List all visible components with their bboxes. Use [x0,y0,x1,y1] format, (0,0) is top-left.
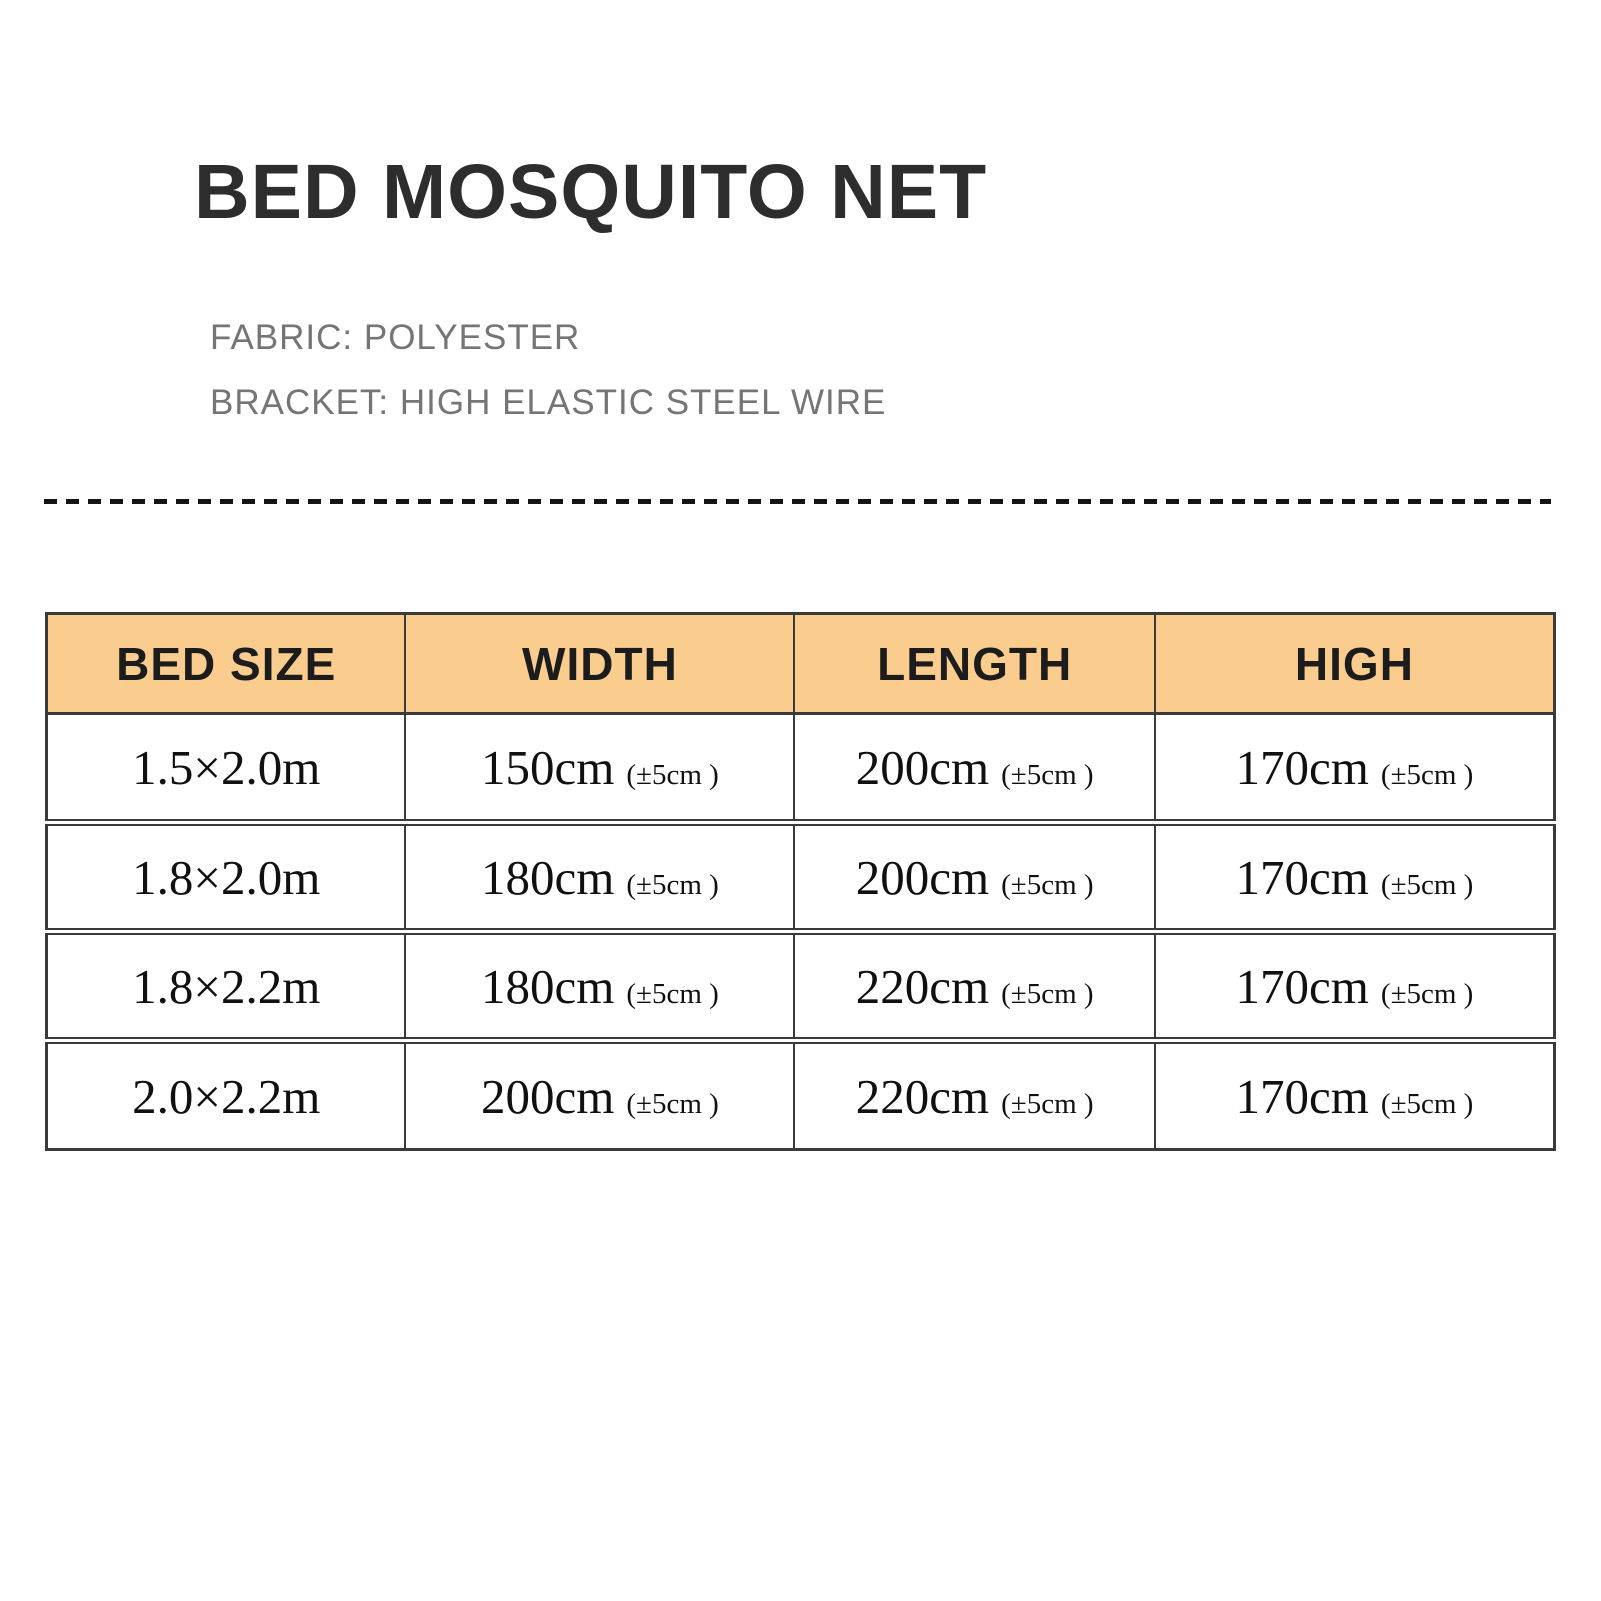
tolerance-note: (±5cm ) [1001,868,1094,901]
header-high: HIGH [1155,614,1555,714]
header-row [47,614,1555,714]
high-cell [1155,932,1555,1041]
length-value: 220cm [855,1068,990,1124]
fabric-spec: FABRIC: POLYESTER [210,318,581,357]
width-value: 150cm [481,739,615,795]
width-cell [405,714,794,823]
size-table-body [47,714,1555,1150]
high-cell [1155,1041,1555,1150]
high-value: 170cm [1235,958,1369,1014]
tolerance-note: (±5cm ) [626,868,719,901]
bed-size-value: 1.5×2.0m [132,739,321,795]
bed-size-cell [47,1041,406,1150]
tolerance-note: (±5cm ) [1380,977,1474,1010]
width-value: 180cm [481,958,615,1014]
width-cell [405,823,794,932]
tolerance-note: (±5cm ) [626,1087,719,1120]
length-cell [794,823,1154,932]
bed-size-cell [47,932,406,1041]
tolerance-note: (±5cm ) [626,758,719,791]
tolerance-note: (±5cm ) [1380,868,1474,901]
high-value: 170cm [1235,739,1369,795]
high-value: 170cm [1235,849,1369,905]
length-value: 200cm [855,739,990,795]
width-cell [405,1041,794,1150]
bracket-spec: BRACKET: HIGH ELASTIC STEEL WIRE [210,383,887,422]
length-cell [794,714,1154,823]
dashed-divider [44,499,1551,504]
length-value: 220cm [855,958,990,1014]
tolerance-note: (±5cm ) [626,977,719,1010]
bed-size-value: 2.0×2.2m [132,1068,321,1124]
size-table-header [47,614,1555,714]
table-row [47,932,1555,1041]
high-cell [1155,823,1555,932]
length-cell [794,1041,1154,1150]
header-length: LENGTH [794,614,1154,714]
tolerance-note: (±5cm ) [1380,758,1474,791]
tolerance-note: (±5cm ) [1001,1087,1094,1120]
bed-size-value: 1.8×2.2m [132,958,321,1014]
width-value: 200cm [481,1068,615,1124]
table-row [47,823,1555,932]
length-cell [794,932,1154,1041]
high-value: 170cm [1235,1068,1369,1124]
tolerance-note: (±5cm ) [1001,977,1094,1010]
table-row [47,714,1555,823]
size-table [45,612,1556,1151]
header-width: WIDTH [405,614,794,714]
width-value: 180cm [481,849,615,905]
bed-size-value: 1.8×2.0m [132,849,321,905]
page-title: BED MOSQUITO NET [194,149,988,235]
tolerance-note: (±5cm ) [1001,758,1094,791]
length-value: 200cm [855,849,990,905]
table-row [47,1041,1555,1150]
bed-size-cell [47,823,406,932]
bed-size-cell [47,714,406,823]
product-specs [210,318,886,448]
high-cell [1155,714,1555,823]
width-cell [405,932,794,1041]
header-bed-size: BED SIZE [47,614,406,714]
tolerance-note: (±5cm ) [1380,1087,1474,1120]
